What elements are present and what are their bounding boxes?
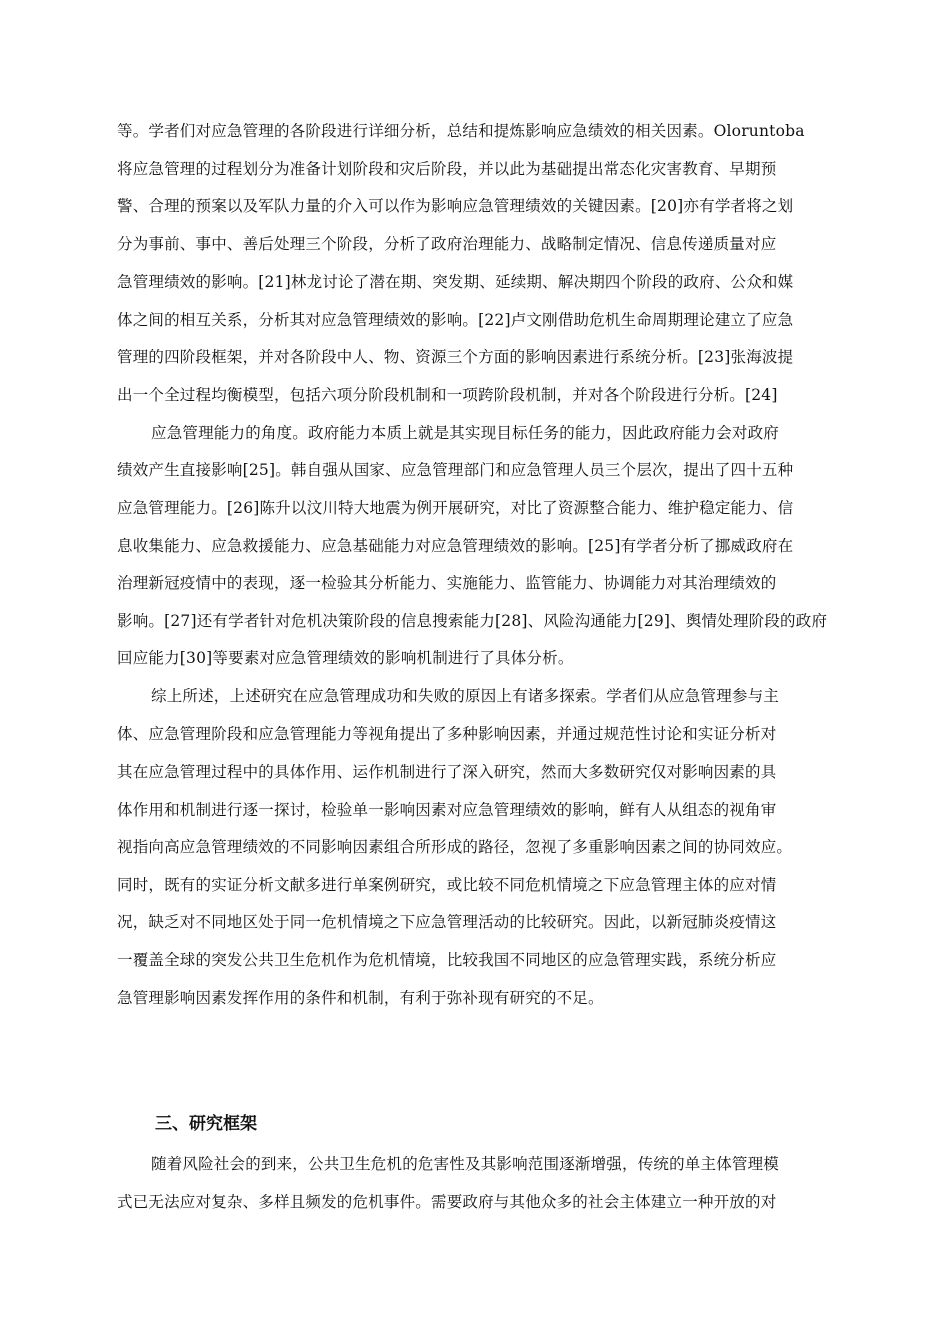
text-line: 其在应急管理过程中的具体作用、运作机制进行了深入研究，然而大多数研究仅对影响因素的具 [117, 763, 777, 781]
text-line: 体、应急管理阶段和应急管理能力等视角提出了多种影响因素，并通过规范性讨论和实证分析对 [117, 725, 777, 743]
text-line: 急管理影响因素发挥作用的条件和机制，有利于弥补现有研究的不足。 [117, 989, 604, 1007]
text-line: 管理的四阶段框架，并对各阶段中人、物、资源三个方面的影响因素进行系统分析。[23]张海波提 [117, 348, 794, 366]
text-line: 影响。[27]还有学者针对危机决策阶段的信息搜索能力[28]、风险沟通能力[29]、舆情处理阶段的政府 [117, 612, 828, 630]
text-line: 治理新冠疫情中的表现，逐一检验其分析能力、实施能力、监管能力、协调能力对其治理绩效的 [117, 574, 777, 592]
text-line: 将应急管理的过程划分为准备计划阶段和灾后阶段，并以此为基础提出常态化灾害教育、早期预 [117, 160, 777, 178]
text-line: 回应能力[30]等要素对应急管理绩效的影响机制进行了具体分析。 [117, 649, 574, 667]
text-line: 体作用和机制进行逐一探讨，检验单一影响因素对应急管理绩效的影响，鲜有人从组态的视角审 [117, 801, 777, 819]
text-line: 绩效产生直接影响[25]。韩自强从国家、应急管理部门和应急管理人员三个层次，提出了四十五种 [117, 461, 794, 479]
text-line: 等。学者们对应急管理的各阶段进行详细分析，总结和提炼影响应急绩效的相关因素。Oloruntoba [117, 122, 805, 140]
section-heading: 三、研究框架 [155, 1114, 257, 1134]
text-line: 式已无法应对复杂、多样且频发的危机事件。需要政府与其他众多的社会主体建立一种开放的对 [117, 1193, 777, 1211]
text-line: 随着风险社会的到来，公共卫生危机的危害性及其影响范围逐渐增强，传统的单主体管理模 [151, 1155, 780, 1173]
text-line: 急管理绩效的影响。[21]林龙讨论了潜在期、突发期、延续期、解决期四个阶段的政府、公众和媒 [117, 273, 794, 291]
text-line: 体之间的相互关系，分析其对应急管理绩效的影响。[22]卢文刚借助危机生命周期理论建立了应急 [117, 311, 794, 329]
text-line: 综上所述，上述研究在应急管理成功和失败的原因上有诸多探索。学者们从应急管理参与主 [151, 687, 780, 705]
text-line: 况，缺乏对不同地区处于同一危机情境之下应急管理活动的比较研究。因此，以新冠肺炎疫情这 [117, 913, 777, 931]
text-line: 息收集能力、应急救援能力、应急基础能力对应急管理绩效的影响。[25]有学者分析了挪威政府在 [117, 537, 794, 555]
text-line: 警、合理的预案以及军队力量的介入可以作为影响应急管理绩效的关键因素。[20]亦有学者将之划 [117, 197, 794, 215]
text-line: 一覆盖全球的突发公共卫生危机作为危机情境，比较我国不同地区的应急管理实践，系统分析应 [117, 951, 777, 969]
text-line: 应急管理能力。[26]陈升以汶川特大地震为例开展研究，对比了资源整合能力、维护稳定能力、信 [117, 499, 794, 517]
text-line: 应急管理能力的角度。政府能力本质上就是其实现目标任务的能力，因此政府能力会对政府 [151, 424, 780, 442]
text-line: 视指向高应急管理绩效的不同影响因素组合所形成的路径，忽视了多重影响因素之间的协同效应。 [117, 838, 793, 856]
text-line: 分为事前、事中、善后处理三个阶段，分析了政府治理能力、战略制定情况、信息传递质量对应 [117, 235, 777, 253]
text-line: 出一个全过程均衡模型，包括六项分阶段机制和一项跨阶段机制，并对各个阶段进行分析。[24] [117, 386, 778, 404]
text-line: 同时，既有的实证分析文献多进行单案例研究，或比较不同危机情境之下应急管理主体的应对情 [117, 876, 777, 894]
